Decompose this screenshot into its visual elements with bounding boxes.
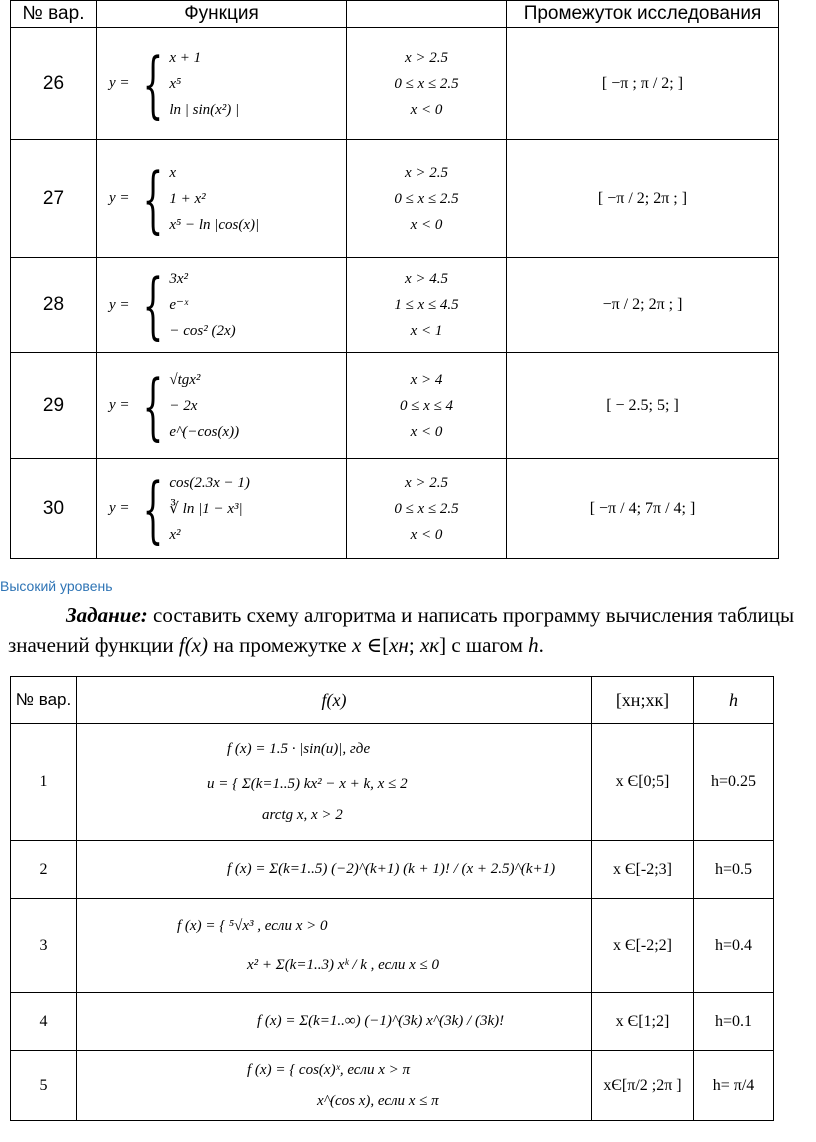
function-case: 3x² xyxy=(169,271,188,287)
task-text: на промежутке xyxy=(208,633,352,657)
brace-icon: { xyxy=(142,156,163,241)
step: h=0.1 xyxy=(694,993,774,1051)
task-in: ∈[ xyxy=(361,633,390,657)
formula-line: x² + Σ(k=1..3) xᵏ / k , если x ≤ 0 xyxy=(247,956,439,973)
variant-number: 5 xyxy=(11,1051,77,1121)
level-heading: Высокий уровень xyxy=(0,578,113,594)
function-lhs: y = xyxy=(109,190,130,206)
table2-header-interval: [xн;xк] xyxy=(592,677,694,724)
table2-row xyxy=(11,993,774,1051)
function-case: x xyxy=(169,164,177,181)
table1-row xyxy=(11,28,779,140)
function-case: x + 1 xyxy=(169,49,202,66)
interval: x Є[0;5] xyxy=(592,724,694,841)
variant-number: 28 xyxy=(11,258,97,353)
table1-header-cond xyxy=(347,1,507,28)
interval: x Є[-2;2] xyxy=(592,899,694,993)
table1-header-row xyxy=(11,1,779,28)
interval: x Є[-2;3] xyxy=(592,841,694,899)
table1-header-num: № вар. xyxy=(11,1,97,28)
step: h= π/4 xyxy=(694,1051,774,1121)
function-case: − 2x xyxy=(169,397,198,414)
formula-line: f (x) = { cos(x)ˣ, если x > π xyxy=(247,1061,411,1078)
variant-number: 1 xyxy=(11,724,77,841)
piecewise-function xyxy=(97,258,347,353)
function-lhs: y = xyxy=(109,75,130,91)
condition: x < 0 xyxy=(410,526,443,543)
condition: x > 2.5 xyxy=(404,474,449,491)
study-interval: [ − 2.5; 5; ] xyxy=(507,353,779,459)
formula-line: arctg x, x > 2 xyxy=(262,806,343,823)
table2-header-step: h xyxy=(694,677,774,724)
task-xk: xк xyxy=(419,633,440,657)
variant-number: 4 xyxy=(11,993,77,1051)
study-interval: [ −π / 2; 2π ; ] xyxy=(507,140,779,258)
conditions xyxy=(347,459,507,559)
table2-header-fx: f(x) xyxy=(77,677,592,724)
task-text: составить схему алгоритма и написать программу вычисления таблицы значений функции xyxy=(8,603,795,657)
task-xn: xн xyxy=(389,633,409,657)
condition: x > 2.5 xyxy=(404,164,449,181)
condition: 0 ≤ x ≤ 2.5 xyxy=(394,190,459,207)
function-case: cos(2.3x − 1) xyxy=(169,474,250,491)
condition: x < 0 xyxy=(410,423,443,440)
brace-icon: { xyxy=(142,466,163,551)
formula-line: f (x) = Σ(k=1..∞) (−1)^(3k) x^(3k) / (3k)! xyxy=(257,1013,505,1029)
piecewise-function xyxy=(97,353,347,459)
step: h=0.5 xyxy=(694,841,774,899)
function-formula xyxy=(77,1051,592,1121)
variants-table-2 xyxy=(10,676,774,1121)
condition: 1 ≤ x ≤ 4.5 xyxy=(394,297,459,313)
table1-header-range: Промежуток исследования xyxy=(507,1,779,28)
variant-number: 3 xyxy=(11,899,77,993)
function-formula xyxy=(77,841,592,899)
variant-number: 27 xyxy=(11,140,97,258)
study-interval: [ −π / 4; 7π / 4; ] xyxy=(507,459,779,559)
brace-icon: { xyxy=(142,41,163,126)
variant-number: 30 xyxy=(11,459,97,559)
piecewise-function xyxy=(97,28,347,140)
variant-number: 26 xyxy=(11,28,97,140)
conditions xyxy=(347,28,507,140)
formula-line: f (x) = Σ(k=1..5) (−2)^(k+1) (k + 1)! / (x + 2.5)^(k+1) xyxy=(227,861,556,877)
function-case: ln | sin(x²) | xyxy=(169,101,240,118)
table2-row xyxy=(11,724,774,841)
task-text: ] с шагом xyxy=(439,633,529,657)
table2-row xyxy=(11,899,774,993)
formula-line: x^(cos x), если x ≤ π xyxy=(317,1092,439,1109)
condition: 0 ≤ x ≤ 2.5 xyxy=(394,75,459,92)
conditions xyxy=(347,353,507,459)
brace-icon: { xyxy=(142,363,163,448)
function-case: x² xyxy=(169,526,181,543)
task-fx: f(x) xyxy=(178,633,209,657)
variant-number: 2 xyxy=(11,841,77,899)
interval: xЄ[π/2 ;2π ] xyxy=(592,1051,694,1121)
function-lhs: y = xyxy=(109,397,130,413)
function-case: ∛ ln |1 − x³| xyxy=(169,500,243,517)
function-case: √tgx² xyxy=(169,371,201,388)
function-case: − cos² (2x) xyxy=(169,323,236,339)
condition: x < 1 xyxy=(410,323,443,339)
condition: x > 2.5 xyxy=(404,49,449,66)
formula-line: u = { Σ(k=1..5) kx² − x + k, x ≤ 2 xyxy=(207,775,408,792)
table2-header-num: № вар. xyxy=(11,677,77,724)
function-lhs: y = xyxy=(109,500,130,516)
table1-row xyxy=(11,353,779,459)
condition: 0 ≤ x ≤ 2.5 xyxy=(394,500,459,517)
task-h: h xyxy=(528,633,539,657)
task-label: Задание: xyxy=(66,603,148,627)
brace-icon: { xyxy=(142,263,163,347)
formula-line: f (x) = 1.5 · |sin(u)|, где xyxy=(227,740,371,757)
function-lhs: y = xyxy=(109,296,130,313)
task-sep: ; xyxy=(408,633,420,657)
step: h=0.25 xyxy=(694,724,774,841)
task-end: . xyxy=(538,633,544,657)
function-case: e⁻ˣ xyxy=(169,297,189,313)
study-interval: [ −π ; π / 2; ] xyxy=(507,28,779,140)
formula-line: f (x) = { ⁵√x³ , если x > 0 xyxy=(177,917,328,934)
step: h=0.4 xyxy=(694,899,774,993)
condition: x > 4.5 xyxy=(404,271,449,287)
interval: x Є[1;2] xyxy=(592,993,694,1051)
function-formula xyxy=(77,724,592,841)
condition: x < 0 xyxy=(410,216,443,233)
piecewise-function xyxy=(97,459,347,559)
table1-row xyxy=(11,459,779,559)
study-interval: −π / 2; 2π ; ] xyxy=(507,258,779,353)
piecewise-function xyxy=(97,140,347,258)
function-case: x⁵ − ln |cos(x)| xyxy=(169,216,260,233)
function-case: 1 + x² xyxy=(169,190,206,207)
table2-header-row xyxy=(11,677,774,724)
table1-row xyxy=(11,258,779,353)
task-paragraph xyxy=(8,600,814,660)
condition: x < 0 xyxy=(410,101,443,118)
function-formula xyxy=(77,993,592,1051)
variant-number: 29 xyxy=(11,353,97,459)
conditions xyxy=(347,140,507,258)
condition: x > 4 xyxy=(410,371,443,388)
table1-header-func: Функция xyxy=(97,1,347,28)
function-case: x⁵ xyxy=(169,75,182,92)
function-case: e^(−cos(x)) xyxy=(169,423,240,440)
condition: 0 ≤ x ≤ 4 xyxy=(399,397,454,414)
function-formula xyxy=(77,899,592,993)
table1-row xyxy=(11,140,779,258)
table2-row xyxy=(11,841,774,899)
variants-table-1 xyxy=(10,0,779,559)
task-x: x xyxy=(351,633,362,657)
table2-row xyxy=(11,1051,774,1121)
conditions xyxy=(347,258,507,353)
